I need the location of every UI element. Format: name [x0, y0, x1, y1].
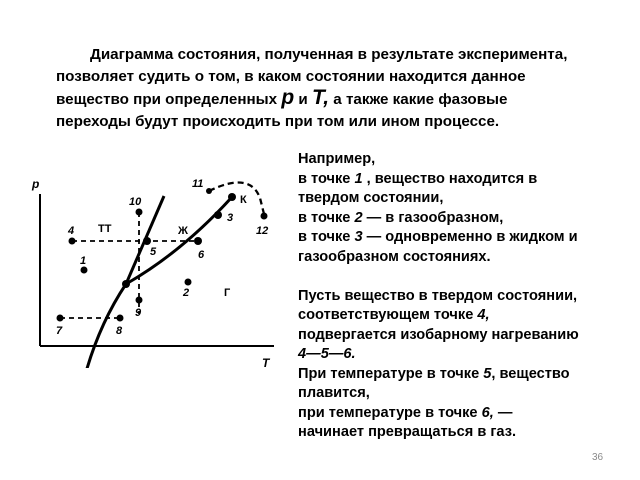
- explanation-line-5-c: — одновременно в жидком и: [362, 229, 578, 245]
- point-8: [117, 315, 124, 322]
- point-9: [136, 297, 143, 304]
- explanation-line-13: [298, 404, 618, 424]
- point-5: [143, 237, 151, 245]
- region-liquid-label: Ж: [178, 225, 188, 237]
- label-point-4: 4: [68, 225, 75, 237]
- intro-line-3: вещество при определенных: [56, 91, 282, 108]
- label-point-6: 6: [198, 249, 205, 261]
- explanation-line-4-b: 2: [354, 209, 363, 226]
- point-4: [69, 238, 76, 245]
- intro-var-p: p: [281, 86, 295, 109]
- explanation-line-10: [298, 345, 618, 365]
- intro-line-1: Диаграмма состояния, полученная в результате эксперимента,: [90, 46, 568, 63]
- explanation-line-8-a: соответствующем точке: [298, 307, 478, 323]
- region-gas-label: Г: [224, 287, 231, 299]
- explanation-line-11-c: , вещество: [491, 365, 570, 382]
- critical-point: [228, 193, 236, 201]
- explanation-line-14: начинает превращаться в газ.: [298, 424, 517, 440]
- explanation-line-2: [298, 170, 618, 190]
- explanation-line-4: [298, 209, 618, 229]
- point-2: [185, 279, 192, 286]
- explanation-line-9: подвергается изобарному нагреванию: [298, 326, 579, 343]
- page-number: 36: [592, 452, 604, 463]
- explanation-line-5-b: 3: [354, 229, 363, 245]
- explanation-line-2-b: 1: [354, 170, 363, 187]
- critical-point-label: К: [240, 194, 247, 206]
- intro-and: и: [298, 91, 308, 108]
- label-point-3: 3: [227, 212, 234, 224]
- explanation-line-12: плавится,: [298, 385, 370, 401]
- explanation-line-5-a: в точке: [298, 229, 355, 245]
- intro-line-3-end: а также какие фазовые: [333, 91, 508, 108]
- label-point-10: 10: [129, 196, 142, 208]
- explanation-line-2-c: , вещество находится в: [362, 170, 538, 187]
- point-1: [81, 267, 88, 274]
- explanation-line-7: Пусть вещество в твердом состоянии,: [298, 287, 578, 304]
- point-11: [206, 188, 212, 194]
- intro-line-4: переходы будут происходить при том или ином процессе.: [56, 112, 500, 130]
- explanation-line-8-b: 4,: [477, 307, 490, 323]
- explanation-line-13-c: —: [493, 404, 513, 421]
- y-axis-label: p: [32, 177, 40, 191]
- explanation-line-6: газообразном состояниях.: [298, 248, 491, 265]
- explanation-line-5: [298, 228, 618, 248]
- explanation-line-11-b: 5: [483, 365, 492, 382]
- explanation-line-13-b: 6,: [481, 404, 494, 421]
- label-point-9: 9: [135, 307, 142, 319]
- supercritical-path: [209, 182, 264, 214]
- explanation-line-4-c: — в газообразном,: [362, 209, 504, 226]
- intro-var-t: T,: [311, 86, 330, 109]
- paragraph-spacer: [298, 267, 618, 287]
- point-3: [214, 211, 222, 219]
- explanation-line-4-a: в точке: [298, 209, 355, 226]
- phase-diagram: [22, 168, 282, 368]
- point-7: [57, 315, 64, 322]
- label-point-2: 2: [183, 287, 190, 299]
- point-12: [261, 213, 268, 220]
- x-axis-label: T: [262, 356, 270, 368]
- intro-line-2: позволяет судить о том, в каком состоянии находится данное: [56, 67, 526, 85]
- explanation-line-2-a: в точке: [298, 170, 355, 187]
- label-point-1: 1: [80, 255, 87, 267]
- label-point-11: 11: [192, 178, 204, 190]
- point-6: [194, 237, 202, 245]
- explanation-line-3: твердом состоянии,: [298, 190, 444, 206]
- label-point-8: 8: [116, 325, 123, 337]
- point-10: [136, 209, 143, 216]
- explanation-line-1: Например,: [298, 151, 376, 167]
- explanation-line-11-a: При температуре в точке: [298, 365, 484, 382]
- intro-paragraph: [56, 44, 616, 132]
- triple-point: [122, 280, 130, 288]
- label-point-7: 7: [56, 325, 63, 337]
- label-point-5: 5: [150, 246, 157, 258]
- explanation-line-10-a: 4—5—6.: [298, 346, 356, 362]
- label-point-12: 12: [256, 225, 269, 237]
- region-solid-label: ТТ: [98, 223, 112, 235]
- explanation-line-8: [298, 306, 618, 326]
- explanation-line-13-a: при температуре в точке: [298, 404, 482, 421]
- explanation-line-11: [298, 365, 618, 385]
- explanation-text: [298, 150, 618, 443]
